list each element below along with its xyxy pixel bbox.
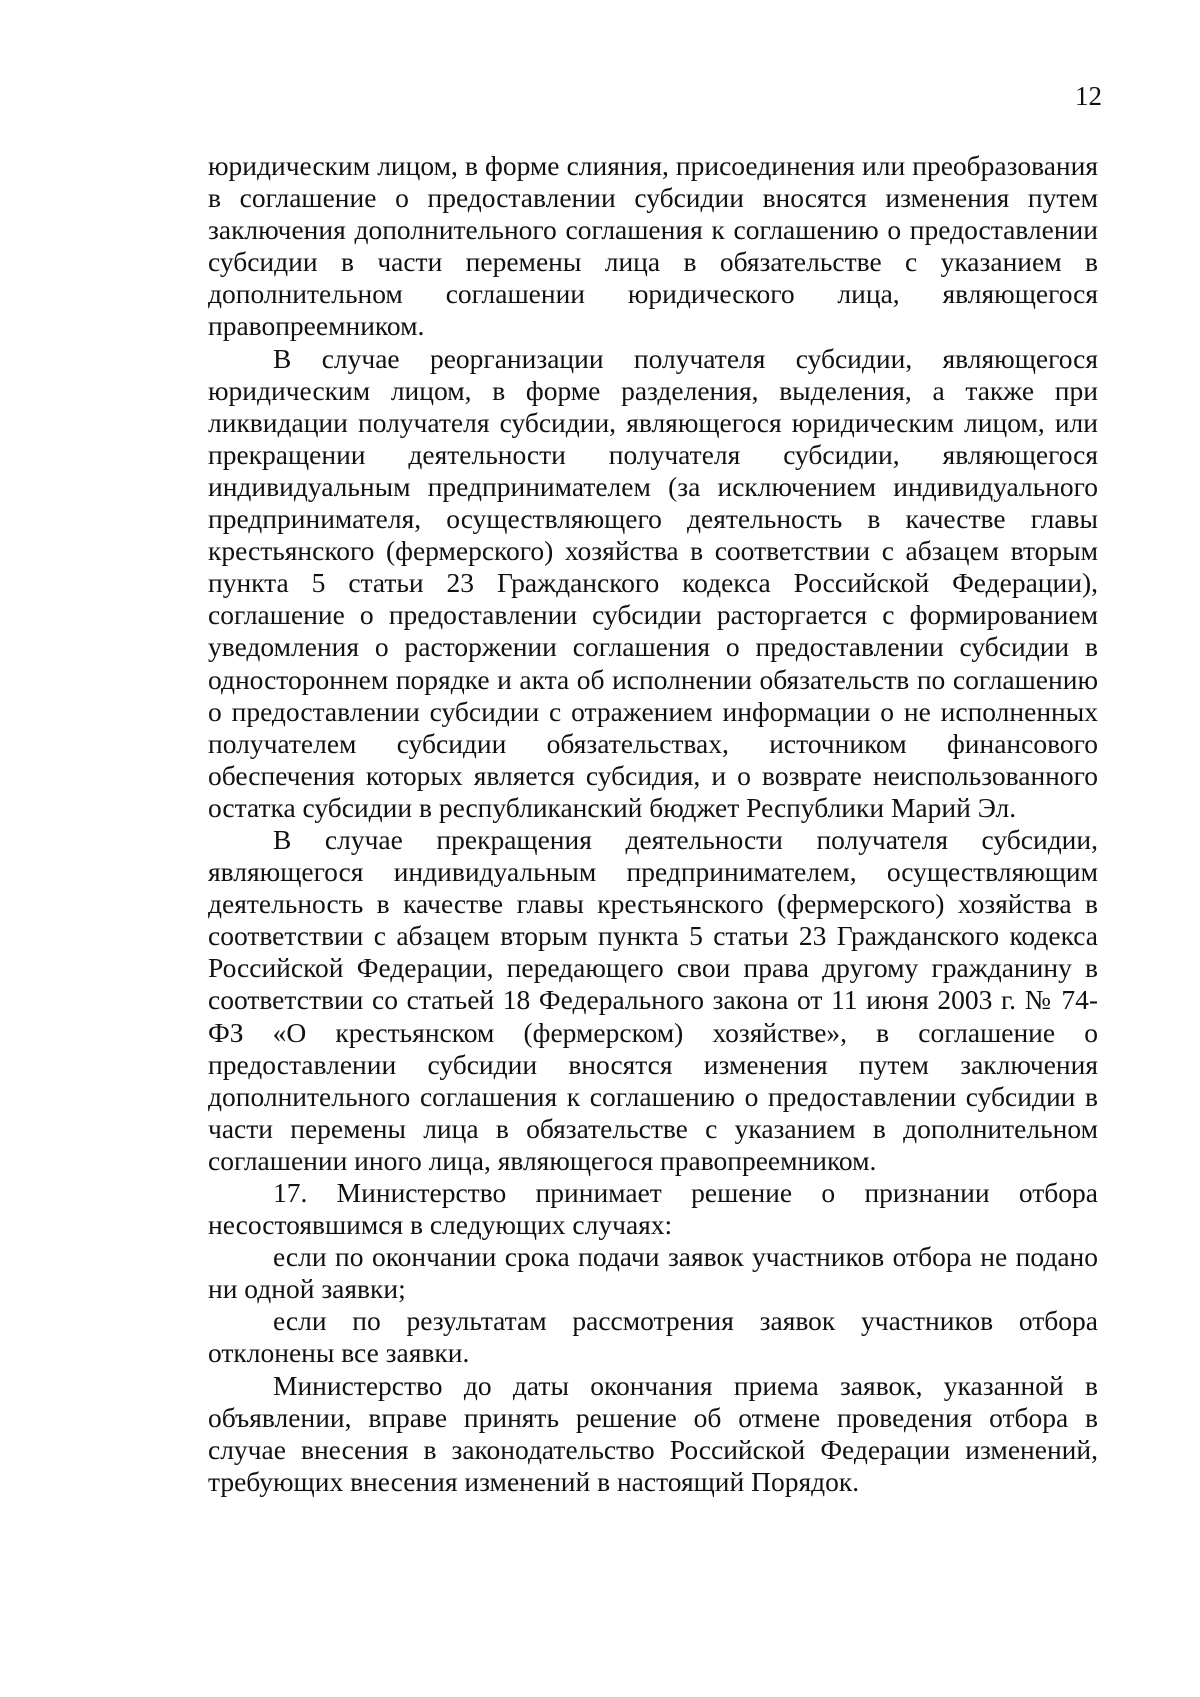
page-number: 12 — [1075, 81, 1102, 111]
paragraph-cancellation: Министерство до даты окончания приема заявок, указанной в объявлении, вправе принять решение об отмене проведения отбора в случае внесения в законодательство Российской Федерации изменений, требующих внесения изменений в настоящий Порядок. — [208, 1369, 1098, 1497]
paragraph-continuation: юридическим лицом, в форме слияния, присоединения или преобразования в соглашение о предоставлении субсидии вносятся изменения путем заключения дополнительного соглашения к соглашению о предоставлении субсидии в части перемены лица в обязательстве с указанием в дополнительном соглашении юридического лица, являющегося правопреемником. — [208, 150, 1098, 342]
paragraph-case-no-applications: если по окончании срока подачи заявок участников отбора не подано ни одной заявки; — [208, 1241, 1098, 1305]
paragraph-reorganization: В случае реорганизации получателя субсидии, являющегося юридическим лицом, в форме разделения, выделения, а также при ликвидации получателя субсидии, являющегося юридическим лицом, или прекращении деятельности получателя субсидии, являющегося индивидуальным предпринимателем (за исключением индивидуального предпринимателя, осуществляющего деятельность в качестве главы крестьянского (фермерского) хозяйства в соответствии с абзацем вторым пункта 5 статьи 23 Гражданского кодекса Российской Федерации), соглашение о предоставлении субсидии расторгается с формированием уведомления о расторжении соглашения о предоставлении субсидии в одностороннем порядке и акта об исполнении обязательств по соглашению о предоставлении субсидии с отражением информации о не исполненных получателем субсидии обязательствах, источником финансового обеспечения которых является субсидия, и о возврате неиспользованного остатка субсидии в республиканский бюджет Республики Марий Эл. — [208, 342, 1098, 823]
document-body — [208, 150, 1098, 1498]
paragraph-case-all-rejected: если по результатам рассмотрения заявок участников отбора отклонены все заявки. — [208, 1305, 1098, 1369]
paragraph-termination: В случае прекращения деятельности получателя субсидии, являющегося индивидуальным предпринимателем, осуществляющим деятельность в качестве главы крестьянского (фермерского) хозяйства в соответствии с абзацем вторым пункта 5 статьи 23 Гражданского кодекса Российской Федерации, передающего свои права другому гражданину в соответствии со статьей 18 Федерального закона от 11 июня 2003 г. № 74-ФЗ «О крестьянском (фермерском) хозяйстве», в соглашение о предоставлении субсидии вносятся изменения путем заключения дополнительного соглашения к соглашению о предоставлении субсидии в части перемены лица в обязательстве с указанием в дополнительном соглашении иного лица, являющегося правопреемником. — [208, 823, 1098, 1176]
paragraph-item-17: 17. Министерство принимает решение о признании отбора несостоявшимся в следующих случаях: — [208, 1177, 1098, 1241]
